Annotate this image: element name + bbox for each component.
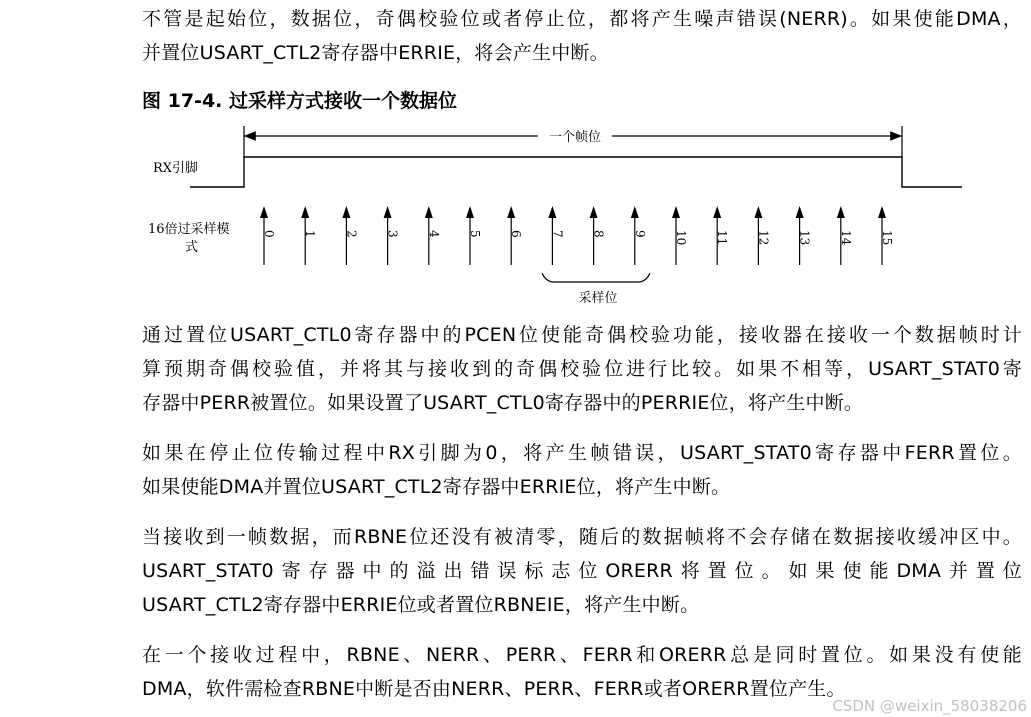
sample-tick-arrowhead: [837, 206, 845, 218]
sample-tick-arrowhead: [672, 206, 680, 218]
sample-tick-label: 15: [880, 230, 894, 246]
sample-tick-label: 14: [838, 230, 853, 246]
paragraph-line: 当接收到一帧数据，而RBNE位还没有被清零，随后的数据帧将不会存储在数据接收缓冲区中。: [142, 526, 1022, 548]
sample-tick-label: 10: [674, 230, 688, 246]
sample-tick-arrowhead: [548, 206, 556, 218]
paragraph-ferr: [142, 436, 1022, 504]
paragraph-line: 不管是起始位，数据位，奇偶校验位或者停止位，都将产生噪声错误(NERR)。如果使能DMA，: [142, 8, 1022, 30]
paragraph-line: 算预期奇偶校验值，并将其与接收到的奇偶校验位进行比较。如果不相等，USART_STAT0寄: [142, 358, 1022, 380]
sample-bits-label: 采样位: [578, 291, 618, 306]
sample-tick-arrowhead: [301, 206, 309, 218]
sample-tick-label: 5: [468, 230, 482, 238]
paragraph-pcen: [142, 318, 1022, 420]
sample-tick-arrowhead: [754, 206, 762, 218]
watermark: CSDN @weixin_58038206: [832, 697, 1027, 715]
paragraph-orerr: [142, 520, 1022, 622]
paragraph-line: 如果使能DMA并置位USART_CTL2寄存器中ERRIE位，将产生中断。: [142, 476, 731, 498]
paragraph-line: USART_CTL2寄存器中ERRIE位或者置位RBNEIE，将产生中断。: [142, 594, 700, 616]
sample-tick-label: 4: [426, 230, 441, 238]
paragraph-line: USART_STAT0寄存器中的溢出错误标志位ORERR将置位。如果使能DMA并置位: [142, 560, 1022, 582]
rx-pin-label: RX引脚: [153, 161, 199, 176]
sample-tick-arrowhead: [713, 206, 721, 218]
frame-label: 一个帧位: [548, 130, 602, 145]
sample-tick-arrowhead: [466, 206, 474, 218]
paragraph-line: 在一个接收过程中，RBNE、NERR、PERR、FERR和ORERR总是同时置位。如果没有使能: [142, 644, 1022, 666]
sample-tick-label: 6: [509, 230, 524, 238]
sample-tick-arrowhead: [384, 206, 392, 218]
sample-tick-label: 11: [715, 230, 730, 246]
paragraph-line: 并置位USART_CTL2寄存器中ERRIE，将会产生中断。: [142, 42, 609, 64]
sample-tick-arrowhead: [260, 206, 268, 218]
sample-tick-label: 7: [550, 230, 565, 238]
sample-tick-label: 3: [385, 230, 400, 238]
sample-bracket: [542, 273, 650, 282]
oversampling-diagram: [130, 120, 1010, 315]
oversampling-mode-label-cont: 式: [185, 240, 199, 255]
figure-title: 图 17-4. 过采样方式接收一个数据位: [142, 90, 457, 112]
sample-tick-label: 1: [303, 230, 318, 238]
sample-tick-label: 2: [344, 230, 359, 238]
sample-tick-label: 0: [262, 230, 276, 238]
sample-tick-arrowhead: [796, 206, 804, 218]
paragraph-line: 存器中PERR被置位。如果设置了USART_CTL0寄存器中的PERRIE位，将产生中断。: [142, 392, 864, 414]
sample-tick-label: 8: [591, 230, 606, 238]
sample-tick-arrowhead: [507, 206, 515, 218]
paragraph-nerr: [142, 2, 1022, 70]
sample-tick-arrowhead: [590, 206, 598, 218]
sample-tick-arrowhead: [631, 206, 639, 218]
paragraph-line: 通过置位USART_CTL0寄存器中的PCEN位使能奇偶校验功能，接收器在接收一个数据帧时计: [142, 324, 1022, 346]
sample-tick-label: 9: [632, 230, 647, 238]
sample-tick-arrowhead: [342, 206, 350, 218]
paragraph-simultaneous: [142, 638, 1022, 706]
rx-waveform: [190, 157, 962, 187]
sample-tick-arrowhead: [878, 206, 886, 218]
sample-tick-label: 13: [797, 230, 812, 246]
paragraph-line: DMA，软件需检查RBNE中断是否由NERR、PERR、FERR或者ORERR置位产生。: [142, 678, 846, 700]
sample-tick-label: 12: [756, 230, 771, 246]
sample-tick-arrowhead: [425, 206, 433, 218]
oversampling-mode-label: 16倍过采样模: [148, 222, 230, 237]
paragraph-line: 如果在停止位传输过程中RX引脚为0，将产生帧错误，USART_STAT0寄存器中FERR置位。: [142, 442, 1022, 464]
sample-ticks: [260, 206, 894, 265]
